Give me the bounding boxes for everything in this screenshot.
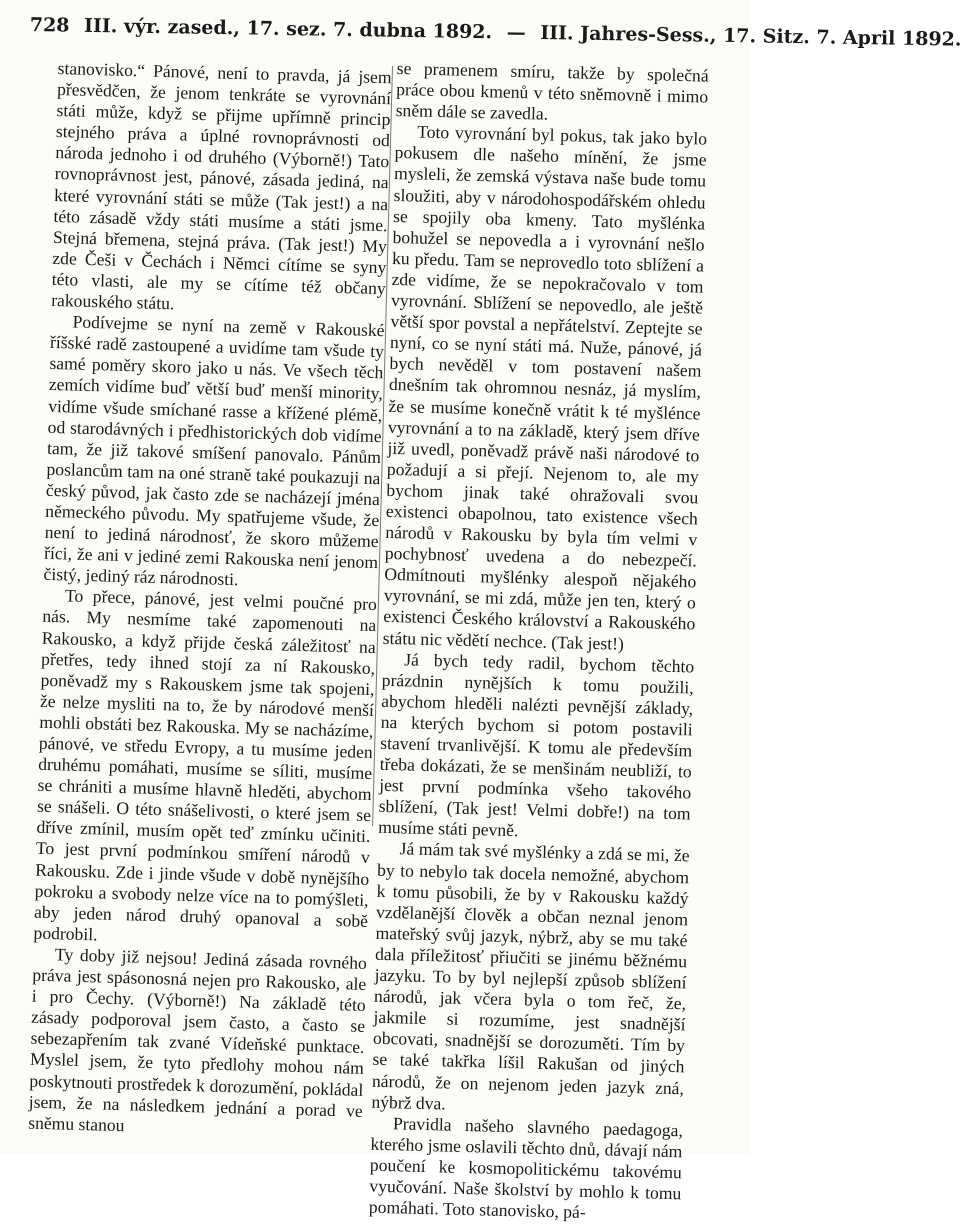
paragraph: To přece, pánové, jest velmi poučné pro nás. My nesmíme také zapomenouti na Rakousko, a když přijde česká záležitosť na přetřes, tedy ihned stojí za ní Rakousko, poněvadž my s Rakouskem jsme tak spojeni, že nelze mysliti na to, že by národové menší mohli obstáti bez Rakouska. My se nacházíme, pánové, ve středu Evropy, a tu musíme jeden druhému pomáhati, musíme se síliti, musíme se chrániti a musíme hlavně hleděti, abychom se snášeli. O této snášelivosti, o které jsem se dříve zmínil, musím opět teď zmínku učiniti. To jest první podmínkou smíření národů v Rakousku. Zde i jinde všude v době nynějšího pokroku a svobody nelze více na to pomýšleti, aby jeden národ druhý opanoval a sobě podrobil. bbox=[33, 585, 378, 945]
header-left-reference: III. výr. zased., 17. sez. 7. dubna 1892. bbox=[83, 14, 493, 44]
running-header bbox=[29, 14, 962, 55]
paragraph: se pramenem smíru, takže by společná práce obou kmenů v této sněmovně i mimo sněm dále se zavedla. bbox=[395, 58, 709, 124]
paragraph: Toto vyrovnání byl pokus, tak jako bylo pokusem dle našeho mínění, že jsme mysleli, že zemská výstava naše bude tomu sloužiti, aby v národohospodářském ohledu se spojily oba kmeny. Tato myšlénka bohužel se nepovedla a i vyrovnání nešlo ku předu. Tam se neprovedlo toto sblížení a zde vidíme, že se nepokračovalo v tom vyrovnání. Sblížení se nepovedlo, ale ještě větší spor povstal a nepřátelství. Zeptejte se nyní, co se nyní státi má. Nuže, pánové, já bych nevěděl v tom postavení našem dnešním tak ohromnou nesnáz, já myslím, že se musíme konečně vrátit k té myšlénce vyrovnání a to na základě, který jsem dříve již uvedl, poněvadž právě naši národové to požadují a si přejí. Nejenom to, ale my bychom jinak také ohražovali svou existenci obapolnou, tato existence všech národů v Rakousku by byla tím velmi v pochybnosť uvedena a do nebezpečí. Odmítnouti myšlénky alespoň nějakého vyrovnání, se mi zdá, může jen ten, který o existenci Českého království a Rakouského státu nic vědětí nechce. (Tak jest!) bbox=[382, 121, 708, 654]
right-text-column bbox=[369, 58, 709, 1225]
paragraph: Pravidla našeho slavného paedagoga, kterého jsme oslavili těchto dnů, dávají nám poučení ke kosmopolitickému takovému vyučování. Naše školství by mohlo k tomu pomáhati. Toto stanovisko, pá- bbox=[368, 1112, 684, 1223]
paragraph: stanovisko.“ Pánové, není to pravda, já jsem přesvědčen, že jenom tenkráte se vyrovnání státi může, když se přijme upřímně princip stejného práva a úplné rovnoprávnosti od národa jednoho i od druhého (Výborně!) Tato rovnoprávnost jest, pánové, zásada jediná, na které vyrovnání státi se může (Tak jest!) a na této zásadě vždy státi musíme a státi jsme. Stejná břemena, stejná práva. (Tak jest!) My zde Češi v Čechách i Němci cítíme se syny této vlasti, ale my se cítíme též občany rakouského státu. bbox=[50, 58, 392, 314]
paragraph: Já bych tedy radil, bychom těchto prázdnin nynějších k tomu použili, abychom hleděli nalézti pevnější základy, na kterých bychom si potom postavili stavení trvanlivější. K tomu ale především třeba dokázati, že se menšinám neubliží, to jest první podmínka všeho takového sblížení, (Tak jest! Velmi dobře!) na tom musíme státi pevně. bbox=[377, 648, 695, 841]
header-separator: — bbox=[506, 21, 526, 44]
left-text-column bbox=[28, 58, 392, 1143]
paragraph: Ty doby již nejsou! Jediná zásada rovného práva jest spásonosná nejen pro Rakousko, ale i pro Čechy. (Výborně!) Na základě této zásady podporoval jsem často, a často se sebezapřením tak zvané Vídeňské punktace. Myslel jsem, že tyto předlohy mohou nám poskytnouti prostředek k dorozumění, pokládal jsem, že na následkem jednání a porad ve sněmu stanou bbox=[27, 944, 368, 1135]
page-number: 728 bbox=[29, 14, 70, 37]
paragraph: Podívejme se nyní na země v Rakouské říšské radě zastoupené a uvidíme tam všude ty samé poměry skoro jako u nás. Ve všech těch zemích vidíme buď větší buď menší minority, vidíme všude smíchané rasse a křížené plémě, od starodávných i předhistorických dob vidíme tam, že již takové smíšení panovalo. Pánům poslancům tam na oné straně také poukazuji na český původ, jak často zde se nacházejí jména německého původu. My spatřujeme všude, že není to jediná národnosť, že skoro můžeme říci, že ani v jediné zemi Rakouska není jenom čistý, jediný ráz národnosti. bbox=[43, 311, 385, 590]
paragraph: Já mám tak své myšlénky a zdá se mi, že by to nebylo tak docela nemožné, abychom k tomu působili, že by v Rakousku každý vzdělanější člověk a občan neznal jenom mateřský svůj jazyk, nýbrž, aby se mu také dala příležitosť přiučiti se jinému běžnému jazyku. To by byl nejlepší způsob sblížení národů, jak včera byla o tom řeč, že, jakmile si rozumíme, jest snadnější obcovati, snadnější se dorozuměti. Tím by se také takřka líšil Rakušan od jiných národů, že on nejenom jeden jazyk zná, nýbrž dva. bbox=[371, 838, 690, 1114]
header-right-reference: III. Jahres-Sess., 17. Sitz. 7. April 1892. bbox=[540, 22, 962, 51]
